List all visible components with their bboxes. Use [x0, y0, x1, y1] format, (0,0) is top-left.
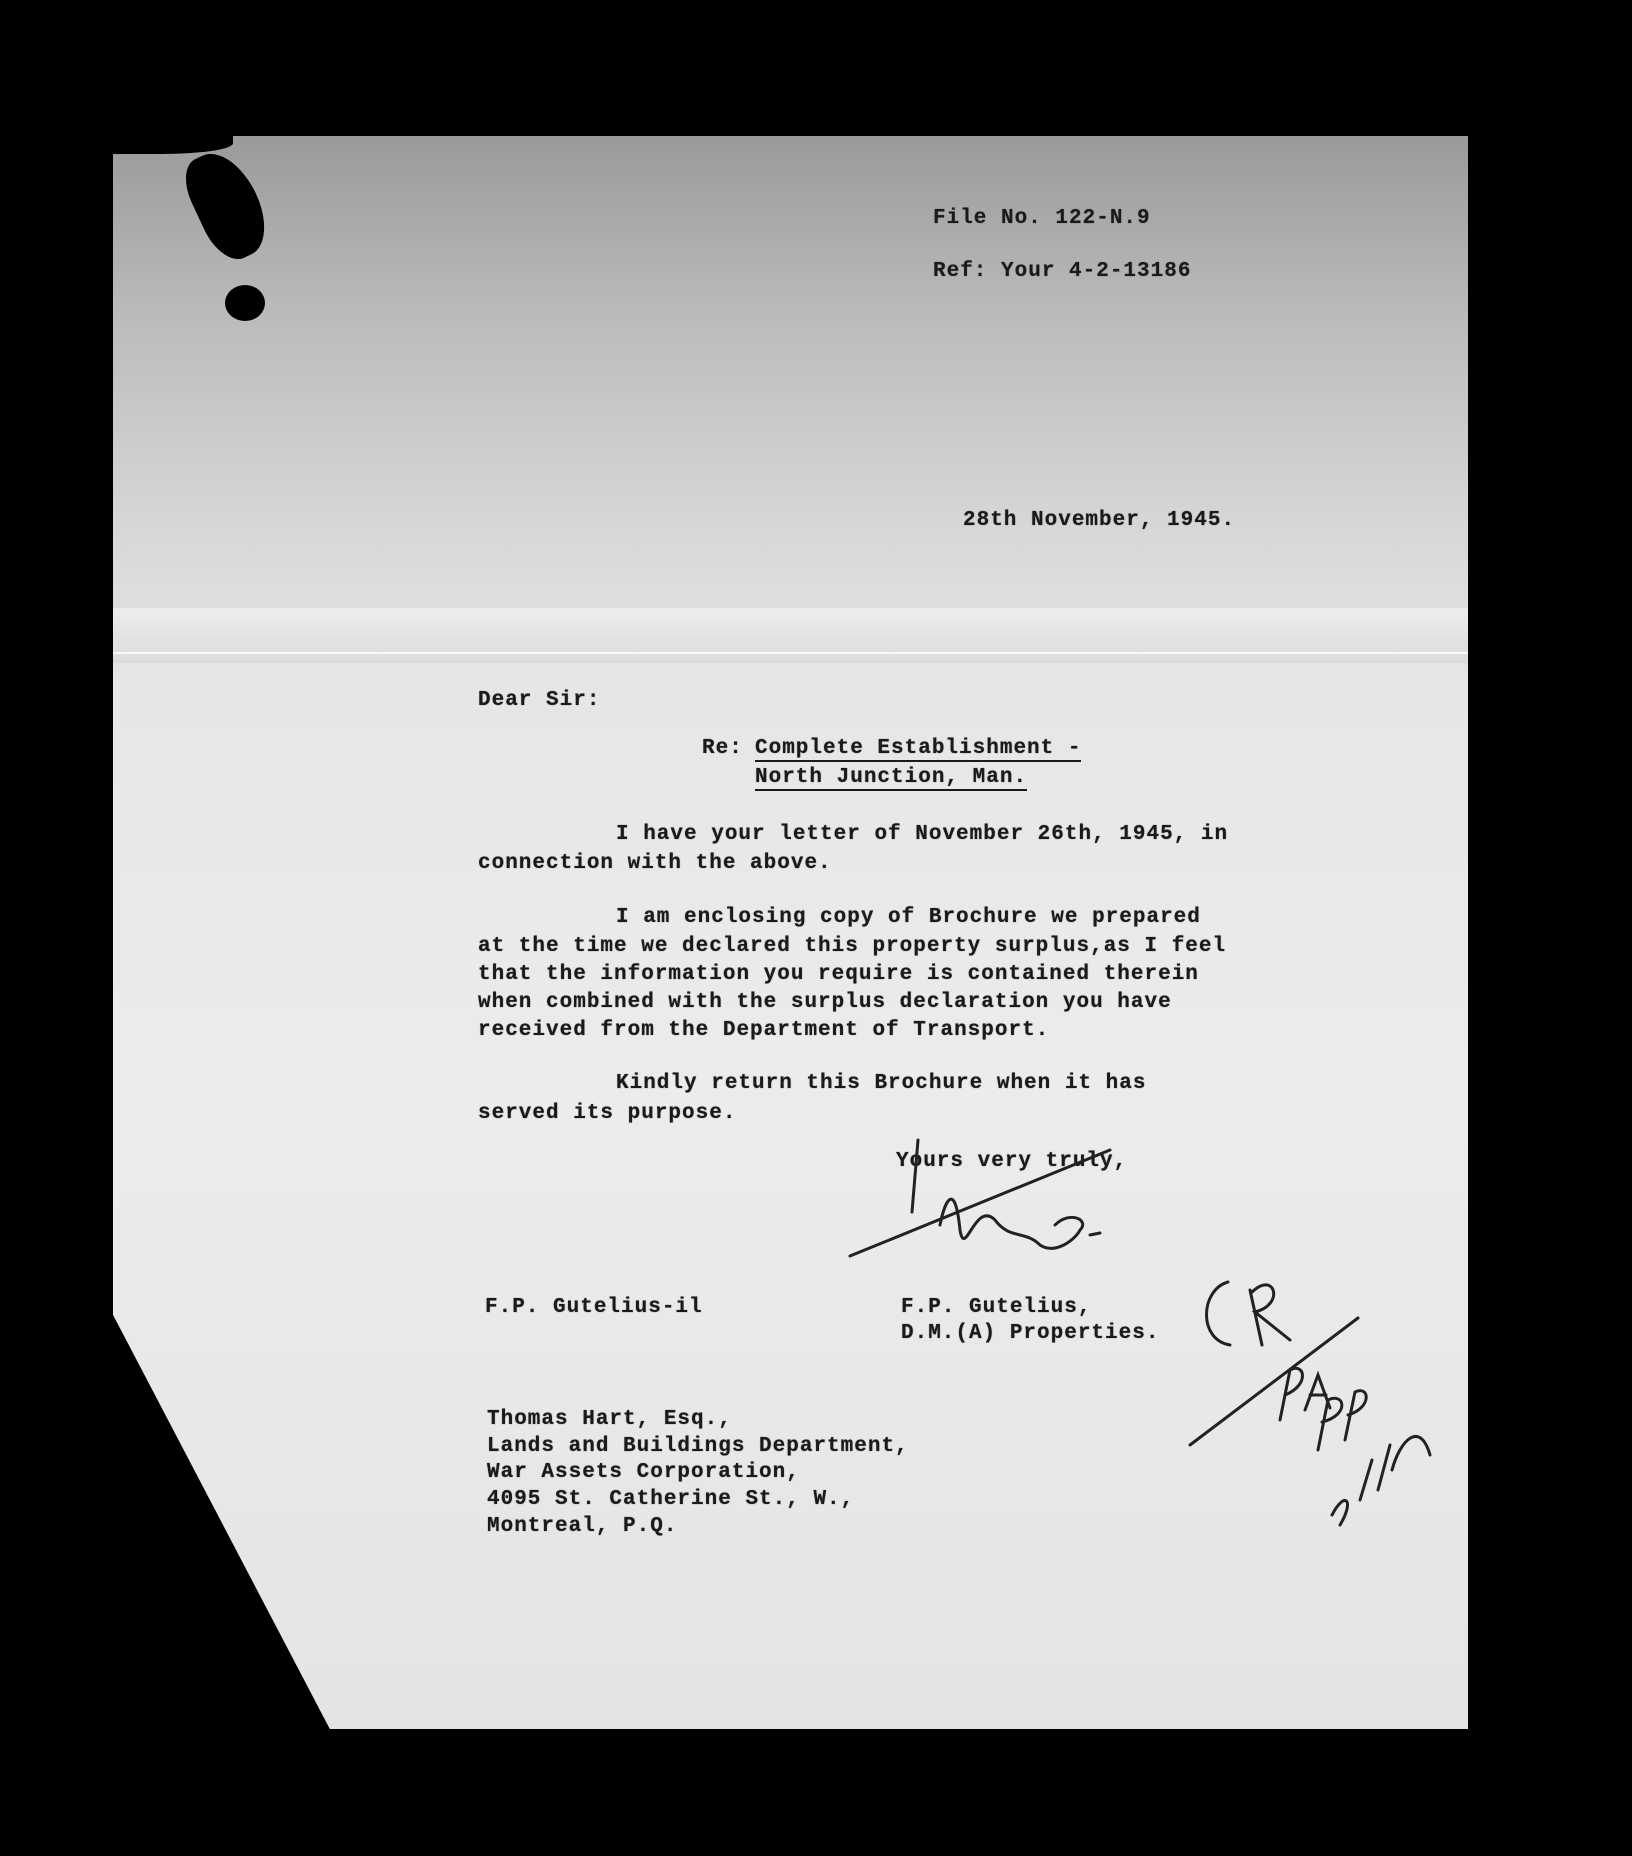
- body-paragraph-2-line-4: when combined with the surplus declaration you have: [478, 991, 1172, 1014]
- recipient-line-1: Thomas Hart, Esq.,: [487, 1408, 732, 1431]
- body-paragraph-2-line-3: that the information you require is contained therein: [478, 963, 1199, 986]
- typist-initials: F.P. Gutelius-il: [485, 1296, 703, 1319]
- letter-date: 28th November, 1945.: [963, 509, 1236, 532]
- closing: Yours very truly,: [896, 1150, 1128, 1173]
- recipient-line-3: War Assets Corporation,: [487, 1461, 800, 1484]
- body-paragraph-1-line-2: connection with the above.: [478, 852, 832, 875]
- annotation-date: [1332, 1436, 1430, 1525]
- body-paragraph-3-line-1: Kindly return this Brochure when it has: [616, 1072, 1147, 1095]
- body-paragraph-2-line-5: received from the Department of Transport.: [478, 1019, 1050, 1042]
- body-paragraph-1-line-1: I have your letter of November 26th, 1945, in: [616, 823, 1229, 846]
- body-paragraph-2-line-2: at the time we declared this property surplus,as I feel: [478, 935, 1227, 958]
- annotation-pp: [1318, 1391, 1366, 1450]
- body-paragraph-3-line-2: served its purpose.: [478, 1102, 737, 1125]
- reference-number: Ref: Your 4-2-13186: [933, 260, 1192, 283]
- salutation: Dear Sir:: [478, 689, 601, 712]
- file-number: File No. 122-N.9: [933, 207, 1151, 230]
- subject-line-2: North Junction, Man.: [755, 766, 1028, 789]
- handwritten-signature: [940, 1199, 1100, 1248]
- signatory-title: D.M.(A) Properties.: [901, 1322, 1160, 1345]
- subject-line-1: Complete Establishment -: [755, 737, 1082, 760]
- signatory-name: F.P. Gutelius,: [901, 1296, 1092, 1319]
- recipient-line-2: Lands and Buildings Department,: [487, 1435, 909, 1458]
- annotation-cr: [1207, 1282, 1291, 1345]
- closing-tick: [912, 1140, 918, 1212]
- subject-prefix: Re:: [702, 737, 743, 760]
- recipient-line-5: Montreal, P.Q.: [487, 1515, 678, 1538]
- annotation-pa: [1280, 1368, 1330, 1420]
- recipient-line-4: 4095 St. Catherine St., W.,: [487, 1488, 855, 1511]
- body-paragraph-2-line-1: I am enclosing copy of Brochure we prepared: [616, 906, 1201, 929]
